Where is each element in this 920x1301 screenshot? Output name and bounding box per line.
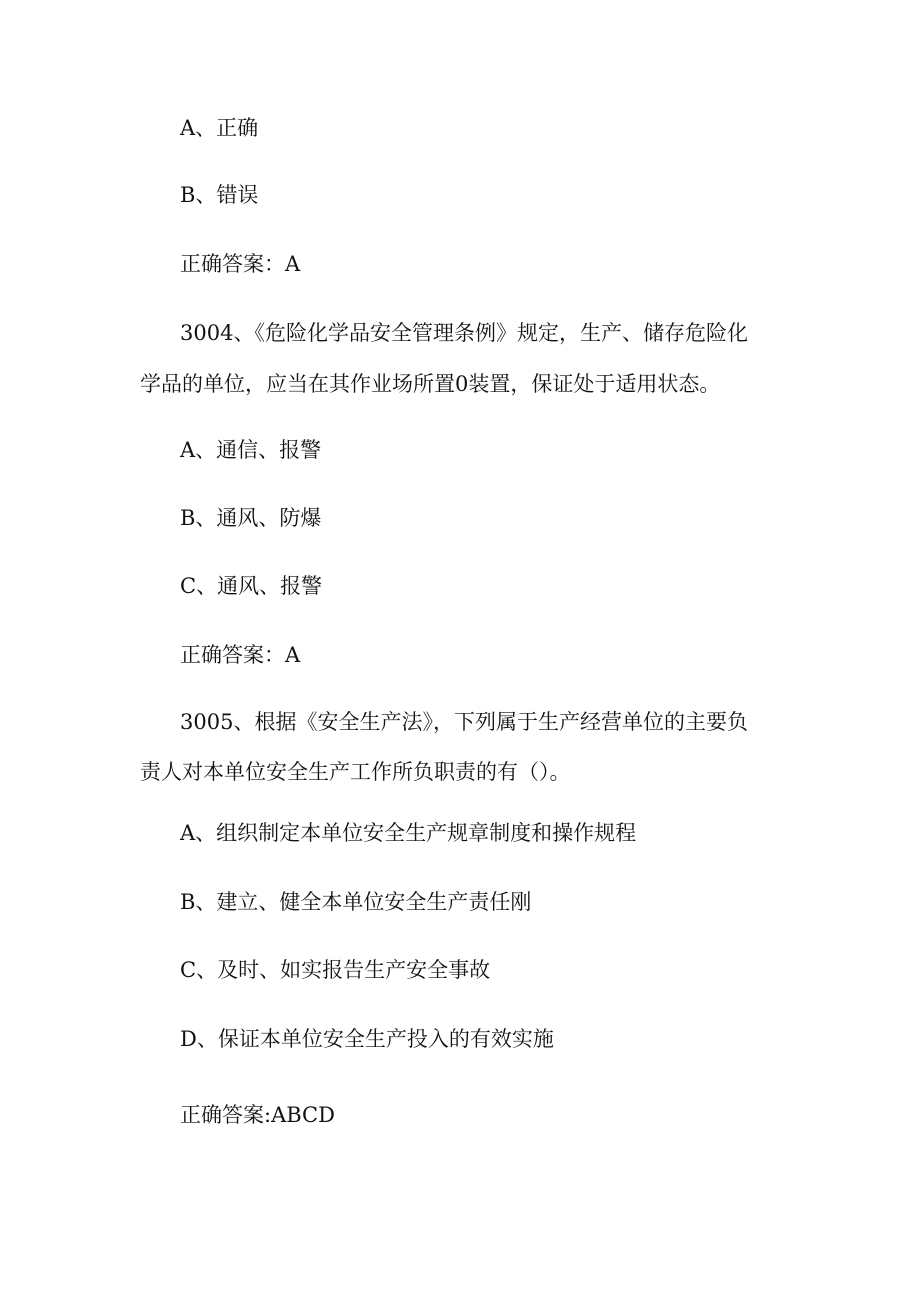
question-text-line1: 3005、根据《安全生产法》，下列属于生产经营单位的主要负	[180, 710, 748, 734]
option-a: A、正确	[180, 116, 259, 140]
question-text-line2: 学品的单位，应当在其作业场所置0装置，保证处于适用状态。	[140, 372, 721, 396]
question-text-line1: 3004、《危险化学品安全管理条例》规定，生产、储存危险化	[180, 321, 748, 345]
answer-line: 正确答案：A	[180, 643, 301, 667]
option-c: C、及时、如实报告生产安全事故	[180, 958, 491, 982]
answer-line: 正确答案:ABCD	[180, 1103, 335, 1127]
option-d: D、保证本单位安全生产投入的有效实施	[180, 1027, 554, 1051]
answer-line: 正确答案：A	[180, 252, 301, 276]
option-b: B、错误	[180, 183, 259, 207]
option-a: A、组织制定本单位安全生产规章制度和操作规程	[180, 821, 637, 845]
option-b: B、通风、防爆	[180, 506, 322, 530]
option-a: A、通信、报警	[180, 438, 322, 462]
option-c: C、通风、报警	[180, 574, 323, 598]
question-text-line2: 责人对本单位安全生产工作所负职责的有（）。	[140, 760, 571, 784]
option-b: B、建立、健全本单位安全生产责任刚	[180, 890, 532, 914]
